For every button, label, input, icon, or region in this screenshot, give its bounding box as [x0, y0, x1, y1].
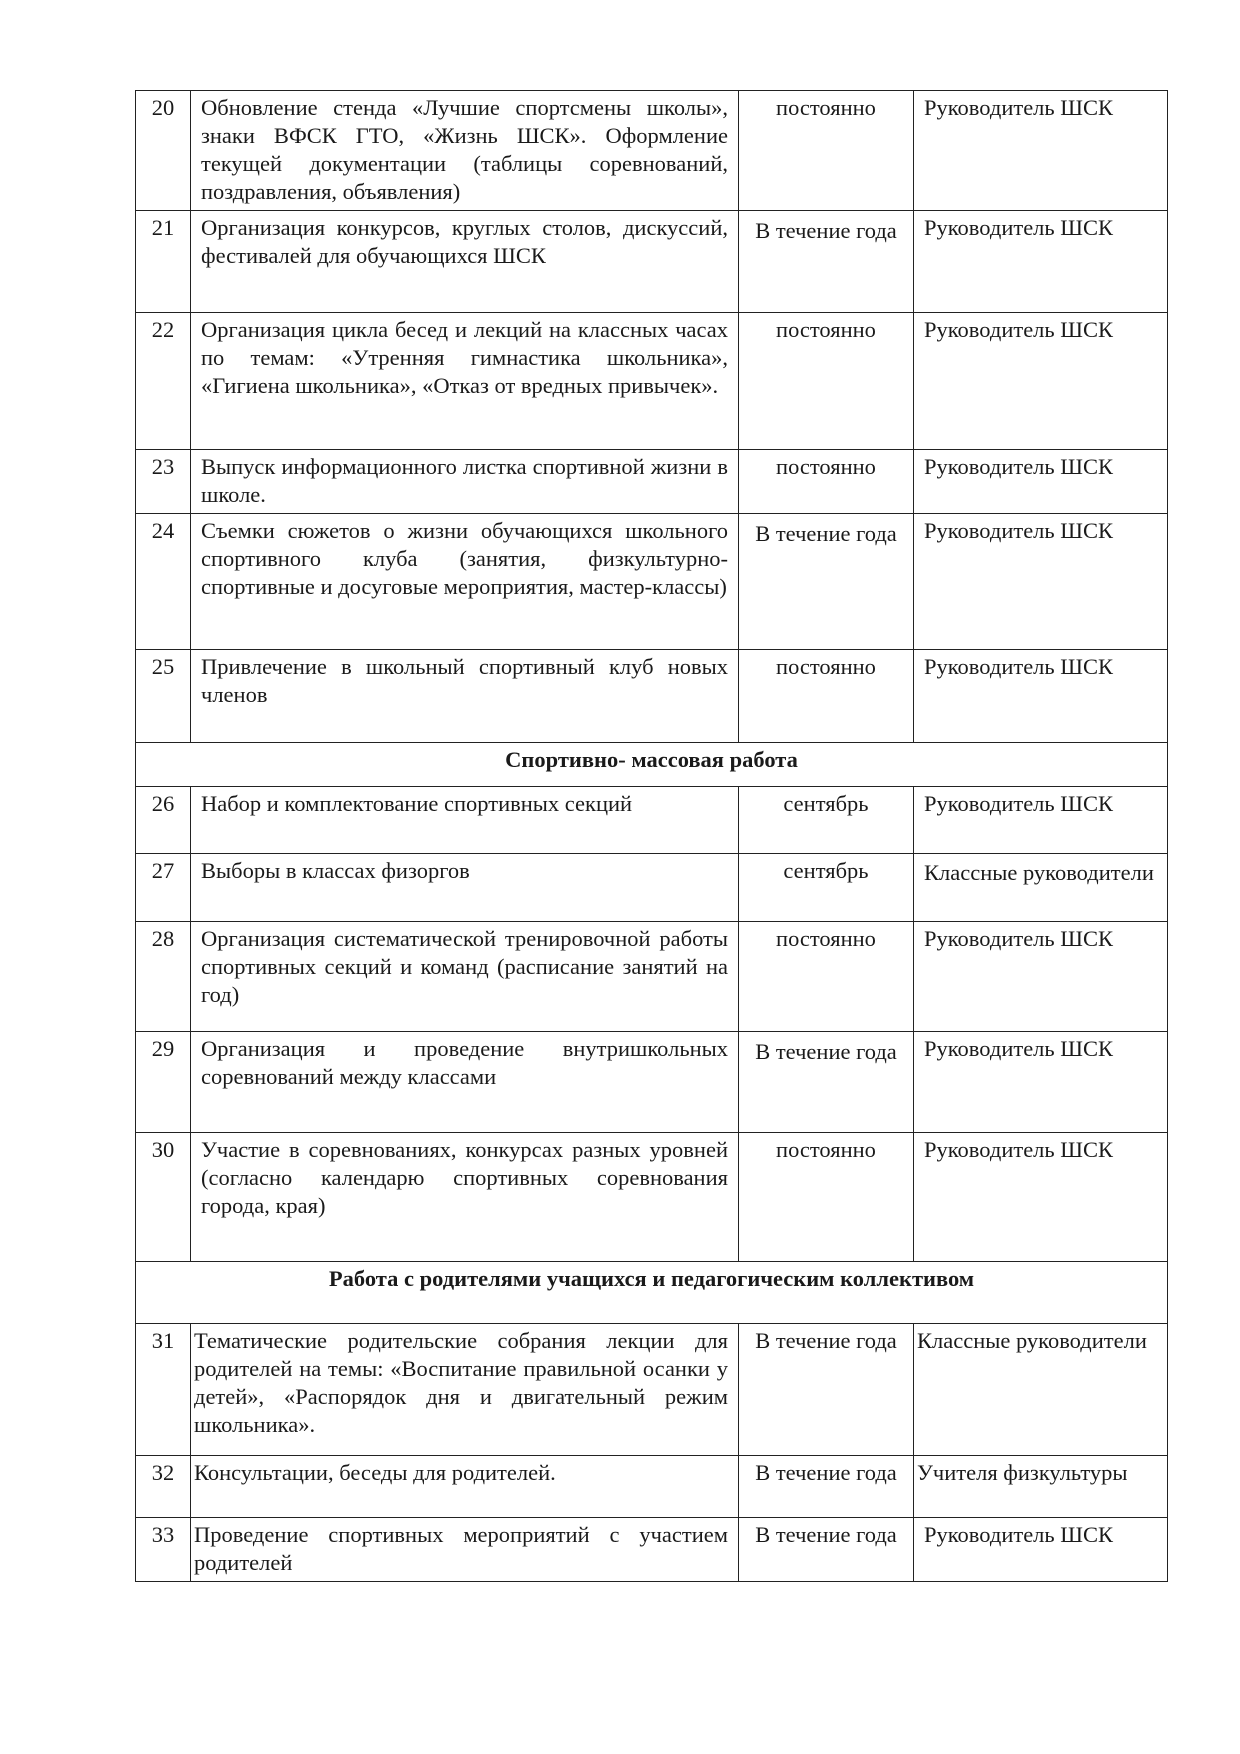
term-cell: постоянно	[739, 450, 914, 514]
responsible-cell: Руководитель ШСК	[914, 1133, 1168, 1262]
activity-cell: Тематические родительские собрания лекции для родителей на темы: «Воспитание правильной осанки у детей», «Распорядок дня и двигательный режим школьника».	[191, 1324, 739, 1456]
table-row	[136, 211, 1168, 313]
table-row	[136, 1456, 1168, 1518]
activity-cell: Проведение спортивных мероприятий с участием родителей	[191, 1518, 739, 1582]
responsible-cell: Классные руководители	[914, 1324, 1168, 1456]
term-cell: постоянно	[739, 650, 914, 743]
table-row	[136, 1518, 1168, 1582]
section-title-parents: Работа с родителями учащихся и педагогическим коллективом	[136, 1262, 1168, 1324]
table-row	[136, 787, 1168, 854]
term-cell: В течение года	[739, 514, 914, 650]
responsible-cell: Руководитель ШСК	[914, 650, 1168, 743]
activity-plan-table	[135, 90, 1168, 1582]
row-number: 32	[136, 1456, 191, 1518]
row-number: 28	[136, 922, 191, 1032]
responsible-cell: Руководитель ШСК	[914, 787, 1168, 854]
row-number: 31	[136, 1324, 191, 1456]
row-number: 25	[136, 650, 191, 743]
table-row	[136, 922, 1168, 1032]
table-row	[136, 450, 1168, 514]
activity-cell: Организация конкурсов, круглых столов, дискуссий, фестивалей для обучающихся ШСК	[191, 211, 739, 313]
activity-cell: Привлечение в школьный спортивный клуб новых членов	[191, 650, 739, 743]
row-number: 22	[136, 313, 191, 450]
activity-cell: Набор и комплектование спортивных секций	[191, 787, 739, 854]
activity-cell: Выборы в классах физоргов	[191, 854, 739, 922]
term-cell: В течение года	[739, 1456, 914, 1518]
activity-cell: Организация цикла бесед и лекций на классных часах по темам: «Утренняя гимнастика школьника», «Гигиена школьника», «Отказ от вредных привычек».	[191, 313, 739, 450]
term-cell: В течение года	[739, 1032, 914, 1133]
term-cell: В течение года	[739, 1518, 914, 1582]
responsible-cell: Руководитель ШСК	[914, 313, 1168, 450]
responsible-cell: Руководитель ШСК	[914, 1032, 1168, 1133]
responsible-cell: Руководитель ШСК	[914, 91, 1168, 211]
section-row	[136, 1262, 1168, 1324]
responsible-cell: Классные руководители	[914, 854, 1168, 922]
activity-cell: Съемки сюжетов о жизни обучающихся школьного спортивного клуба (занятия, физкультурно-спортивные и досуговые мероприятия, мастер-классы)	[191, 514, 739, 650]
table-row	[136, 1133, 1168, 1262]
responsible-cell: Руководитель ШСК	[914, 514, 1168, 650]
row-number: 33	[136, 1518, 191, 1582]
table-row	[136, 91, 1168, 211]
table-row	[136, 650, 1168, 743]
row-number: 20	[136, 91, 191, 211]
table-row	[136, 313, 1168, 450]
section-title-sport: Спортивно- массовая работа	[136, 743, 1168, 787]
section-row	[136, 743, 1168, 787]
term-cell: сентябрь	[739, 854, 914, 922]
row-number: 29	[136, 1032, 191, 1133]
responsible-cell: Руководитель ШСК	[914, 450, 1168, 514]
row-number: 30	[136, 1133, 191, 1262]
term-cell: постоянно	[739, 1133, 914, 1262]
responsible-cell: Руководитель ШСК	[914, 211, 1168, 313]
activity-cell: Организация систематической тренировочной работы спортивных секций и команд (расписание занятий на год)	[191, 922, 739, 1032]
table-row	[136, 1032, 1168, 1133]
row-number: 26	[136, 787, 191, 854]
row-number: 27	[136, 854, 191, 922]
responsible-cell: Учителя физкультуры	[914, 1456, 1168, 1518]
row-number: 21	[136, 211, 191, 313]
term-cell: В течение года	[739, 1324, 914, 1456]
row-number: 24	[136, 514, 191, 650]
table-row	[136, 514, 1168, 650]
table-row	[136, 854, 1168, 922]
activity-cell: Обновление стенда «Лучшие спортсмены школы», знаки ВФСК ГТО, «Жизнь ШСК». Оформление текущей документации (таблицы соревнований, поздравления, объявления)	[191, 91, 739, 211]
term-cell: постоянно	[739, 91, 914, 211]
term-cell: постоянно	[739, 313, 914, 450]
responsible-cell: Руководитель ШСК	[914, 1518, 1168, 1582]
term-cell: постоянно	[739, 922, 914, 1032]
activity-cell: Консультации, беседы для родителей.	[191, 1456, 739, 1518]
term-cell: В течение года	[739, 211, 914, 313]
row-number: 23	[136, 450, 191, 514]
activity-cell: Участие в соревнованиях, конкурсах разных уровней (согласно календарю спортивных соревнования города, края)	[191, 1133, 739, 1262]
responsible-cell: Руководитель ШСК	[914, 922, 1168, 1032]
activity-cell: Организация и проведение внутришкольных соревнований между классами	[191, 1032, 739, 1133]
table-row	[136, 1324, 1168, 1456]
activity-cell: Выпуск информационного листка спортивной жизни в школе.	[191, 450, 739, 514]
term-cell: сентябрь	[739, 787, 914, 854]
